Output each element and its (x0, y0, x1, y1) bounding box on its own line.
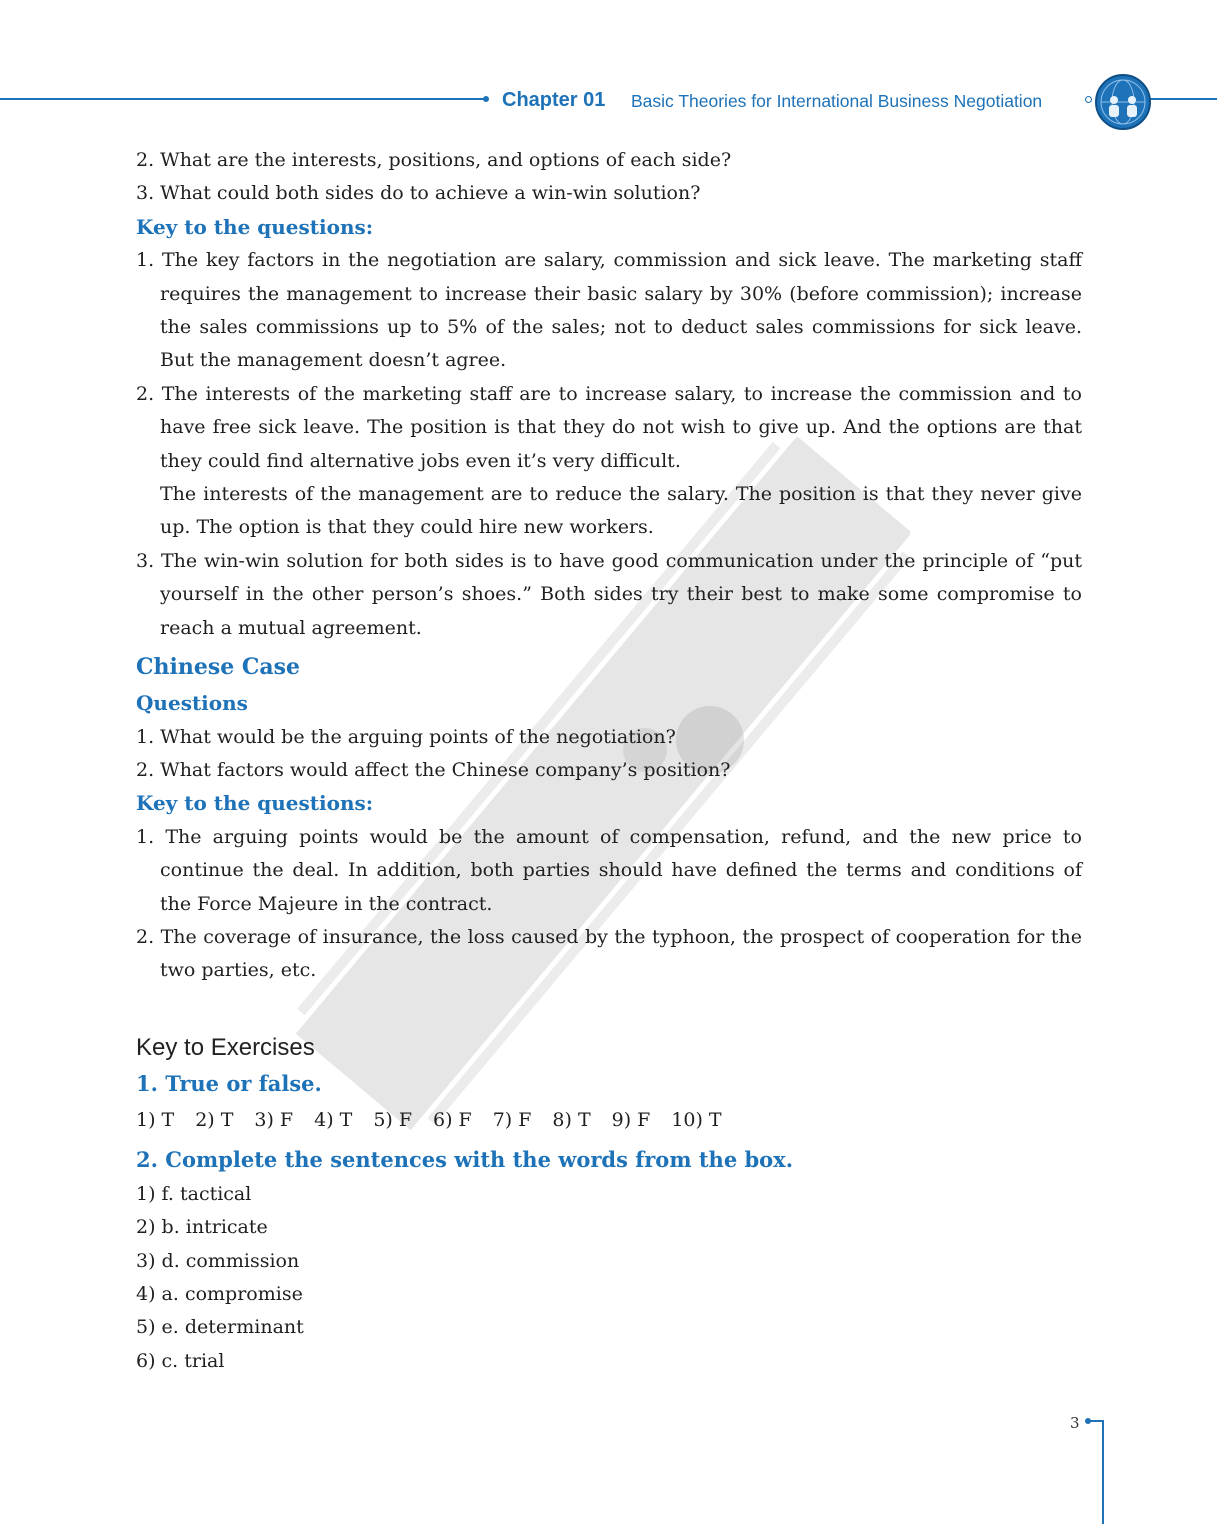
answer-line: continue the deal. In addition, both parties should have defined the terms and conditions of (160, 859, 1082, 882)
answer-line: two parties, etc. (160, 959, 317, 982)
answer-line: But the management doesn’t agree. (160, 349, 507, 372)
vocab-answer: 5) e. determinant (136, 1316, 304, 1339)
answer-line: the Force Majeure in the contract. (160, 892, 493, 915)
answer-line: reach a mutual agreement. (160, 616, 422, 639)
true-false-answers (136, 1102, 1082, 1138)
answer-line: 1. The arguing points would be the amount of compensation, refund, and the new price to (136, 825, 1082, 848)
vocab-answer: 3) d. commission (136, 1249, 300, 1272)
vocab-answer: 2) b. intricate (136, 1216, 268, 1239)
answer-line: The interests of the management are to reduce the salary. The position is that they never give (160, 483, 1082, 506)
tf-answer: 1) T (136, 1108, 175, 1131)
answer-line: the sales commissions up to 5% of the sales; not to deduct sales commissions for sick leave. (160, 316, 1082, 339)
tf-answer: 9) F (611, 1108, 651, 1131)
answer-line: have free sick leave. The position is that they do not wish to give up. And the options are that (160, 416, 1082, 439)
vocab-answer: 4) a. compromise (136, 1282, 303, 1305)
answer-line: 3. The win-win solution for both sides is to have good communication under the principle of “put (136, 549, 1082, 572)
tf-answer: 10) T (671, 1108, 722, 1131)
exercises-heading: Key to Exercises (136, 1033, 315, 1061)
page-number: 3 (1070, 1414, 1080, 1432)
question-line: 2. What are the interests, positions, and options of each side? (136, 149, 732, 171)
header-rule-right (1148, 98, 1217, 100)
answer-line: 2. The interests of the marketing staff are to increase salary, to increase the commission and to (136, 382, 1082, 405)
tf-answer: 3) F (254, 1108, 294, 1131)
answer-line: 1. The key factors in the negotiation are salary, commission and sick leave. The marketing staff (136, 249, 1082, 272)
answer-line: 2. The coverage of insurance, the loss caused by the typhoon, the prospect of cooperation for the (136, 925, 1082, 948)
chapter-title: Basic Theories for International Business Negotiation (631, 91, 1043, 111)
footer-rule-horizontal (1088, 1420, 1103, 1422)
tf-answer: 2) T (195, 1108, 234, 1131)
footer-rule-vertical (1102, 1420, 1104, 1524)
tf-answer: 8) T (552, 1108, 591, 1131)
exercise1-heading: 1. True or false. (136, 1070, 322, 1096)
header-small-ring (1085, 96, 1092, 103)
question-line: 2. What factors would affect the Chinese company’s position? (136, 758, 731, 781)
vocab-answer: 6) c. trial (136, 1349, 225, 1372)
exercise2-heading: 2. Complete the sentences with the words from the box. (136, 1146, 794, 1172)
vocab-answer: 1) f. tactical (136, 1182, 252, 1205)
tf-answer: 6) F (433, 1108, 472, 1131)
header-dot (483, 96, 489, 102)
tf-answer: 4) T (314, 1108, 353, 1131)
page-content (136, 144, 1082, 1378)
header-rule-left (0, 98, 486, 100)
question-line: 1. What would be the arguing points of the negotiation? (136, 725, 676, 748)
globe-logo-icon (1094, 73, 1152, 131)
key-heading: Key to the questions: (136, 791, 374, 816)
answer-line: yourself in the other person’s shoes.” Both sides try their best to make some compromise to (160, 583, 1082, 606)
question-line: 3. What could both sides do to achieve a win-win solution? (136, 182, 701, 205)
case-heading: Chinese Case (136, 654, 301, 681)
questions-heading: Questions (136, 691, 248, 716)
key-heading: Key to the questions: (136, 214, 374, 239)
answer-line: requires the management to increase their basic salary by 30% (before commission); increase (160, 282, 1082, 305)
chapter-label: Chapter 01 (502, 89, 606, 111)
answer-line: up. The option is that they could hire new workers. (160, 516, 654, 539)
answer-line: they could find alternative jobs even it’s very difficult. (160, 449, 681, 472)
tf-answer: 7) F (492, 1108, 532, 1131)
tf-answer: 5) F (373, 1108, 413, 1131)
